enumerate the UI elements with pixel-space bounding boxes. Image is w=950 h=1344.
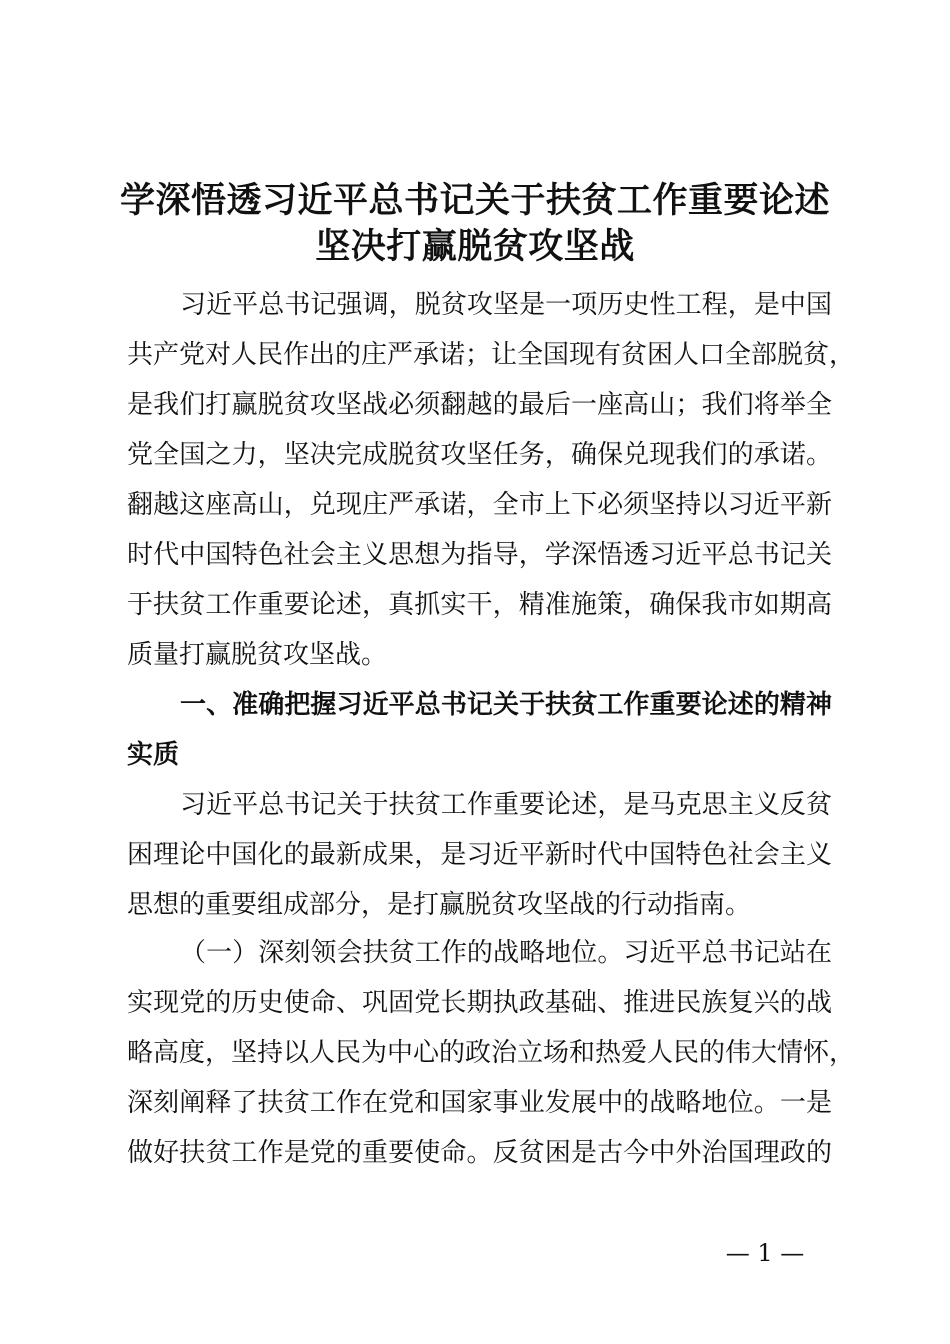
page-number: — 1 — (725, 1239, 805, 1267)
body-line: 是我们打赢脱贫攻坚战必须翻越的最后一座高山；我们将举全 (127, 390, 832, 420)
section-heading-line: 实质 (127, 740, 180, 770)
document-title-line-2: 坚决打赢脱贫攻坚战 (315, 226, 635, 267)
body-line: 略高度，坚持以人民为中心的政治立场和热爱人民的伟大情怀， (127, 1038, 856, 1068)
document-title-line-1: 学深悟透习近平总书记关于扶贫工作重要论述 (119, 180, 830, 221)
body-line: 实现党的历史使命、巩固党长期执政基础、推进民族复兴的战 (127, 988, 832, 1018)
body-line: 时代中国特色社会主义思想为指导，学深悟透习近平总书记关 (127, 540, 832, 570)
body-line: 做好扶贫工作是党的重要使命。反贫困是古今中外治国理政的 (127, 1138, 832, 1168)
body-line: 深刻阐释了扶贫工作在党和国家事业发展中的战略地位。一是 (127, 1088, 832, 1118)
body-line: 习近平总书记关于扶贫工作重要论述，是马克思主义反贫 (180, 790, 832, 820)
body-line: 党全国之力，坚决完成脱贫攻坚任务，确保兑现我们的承诺。 (127, 440, 832, 470)
section-heading-line: 一、准确把握习近平总书记关于扶贫工作重要论述的精神 (180, 690, 832, 720)
body-line: 翻越这座高山，兑现庄严承诺，全市上下必须坚持以习近平新 (127, 490, 832, 520)
body-line: （一）深刻领会扶贫工作的战略地位。习近平总书记站在 (180, 938, 832, 968)
body-line: 习近平总书记强调，脱贫攻坚是一项历史性工程，是中国 (180, 290, 832, 320)
body-line: 共产党对人民作出的庄严承诺；让全国现有贫困人口全部脱贫， (127, 340, 856, 370)
body-line: 困理论中国化的最新成果，是习近平新时代中国特色社会主义 (127, 840, 832, 870)
body-line: 思想的重要组成部分，是打赢脱贫攻坚战的行动指南。 (127, 890, 752, 920)
body-line: 质量打赢脱贫攻坚战。 (127, 640, 388, 670)
body-line: 于扶贫工作重要论述，真抓实干，精准施策，确保我市如期高 (127, 590, 832, 620)
